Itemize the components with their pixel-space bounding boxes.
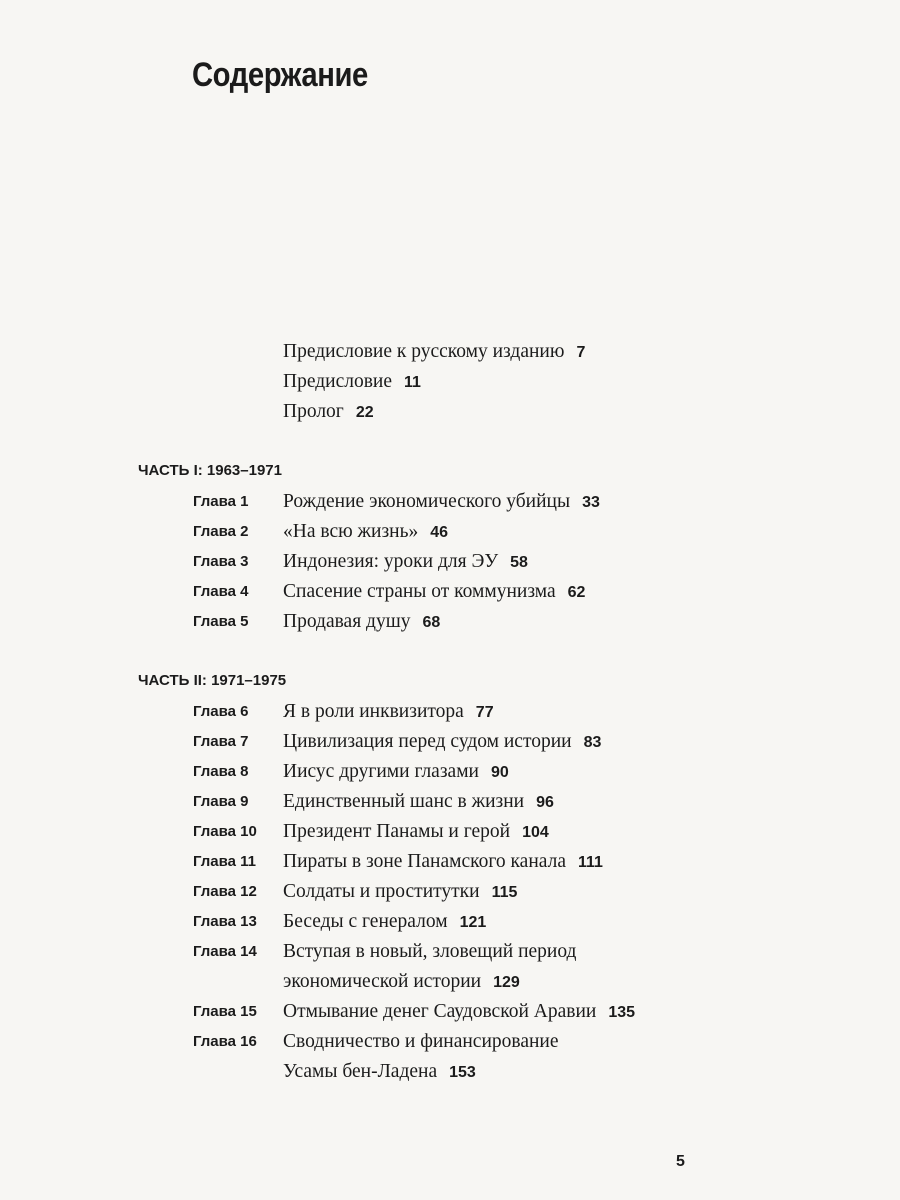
- toc-entry[interactable]: [283, 911, 486, 933]
- page-title: Содержание: [192, 56, 368, 94]
- toc-page-number: 77: [475, 704, 494, 721]
- toc-entry-title: Пролог: [283, 401, 344, 422]
- toc-page-number: 22: [355, 404, 374, 421]
- toc-page-number: 115: [491, 884, 518, 901]
- toc-entry[interactable]: [283, 1031, 559, 1053]
- toc-entry-title: Продавая душу: [283, 611, 411, 632]
- toc-entry-title: экономической истории: [283, 971, 482, 992]
- toc-entry[interactable]: [283, 821, 549, 843]
- toc-entry-title: «На всю жизнь»: [283, 521, 419, 542]
- toc-page-number: 129: [493, 974, 520, 991]
- chapter-label: Глава 16: [193, 1033, 257, 1050]
- toc-entry-title: Рождение экономического убийцы: [283, 491, 571, 512]
- toc-entry-title: Иисус другими глазами: [283, 761, 479, 782]
- toc-page-number: 96: [536, 794, 554, 811]
- toc-page-number: 135: [608, 1004, 636, 1021]
- chapter-label: Глава 5: [193, 613, 249, 630]
- toc-page-number: 7: [576, 344, 586, 361]
- toc-entry[interactable]: [283, 851, 603, 873]
- chapter-label: Глава 2: [193, 523, 249, 540]
- toc-entry[interactable]: [283, 791, 554, 813]
- toc-entry-title: Предисловие к русскому изданию: [283, 341, 565, 362]
- toc-entry[interactable]: [283, 881, 517, 903]
- chapter-label: Глава 8: [193, 763, 249, 780]
- toc-entry-title: Усамы бен-Ладена: [283, 1061, 438, 1082]
- toc-entry-continuation[interactable]: [283, 971, 520, 993]
- toc-entry-title: Я в роли инквизитора: [283, 701, 464, 722]
- toc-page-number: 121: [459, 914, 487, 931]
- part-heading: ЧАСТЬ I: 1963–1971: [138, 462, 282, 479]
- toc-entry[interactable]: [283, 611, 440, 633]
- toc-page-number: 104: [522, 824, 549, 841]
- toc-page-number: 46: [430, 524, 449, 541]
- toc-entry[interactable]: [283, 941, 576, 963]
- toc-entry-title: Солдаты и проститутки: [283, 881, 480, 902]
- toc-page-number: 111: [577, 854, 603, 871]
- toc-entry-title: Единственный шанс в жизни: [283, 791, 525, 812]
- toc-page-number: 11: [404, 374, 421, 391]
- toc-page-number: 90: [490, 764, 509, 781]
- toc-entry-title: Вступая в новый, зловещий период: [283, 941, 577, 962]
- toc-entry[interactable]: [283, 371, 421, 393]
- toc-entry-title: Пираты в зоне Панамского канала: [283, 851, 566, 872]
- toc-entry-title: Цивилизация перед судом истории: [283, 731, 572, 752]
- toc-entry[interactable]: [283, 1001, 635, 1023]
- toc-entry[interactable]: [283, 491, 600, 513]
- chapter-label: Глава 10: [193, 823, 257, 840]
- toc-page-number: 62: [567, 584, 586, 601]
- chapter-label: Глава 9: [193, 793, 249, 810]
- page-number: 5: [676, 1153, 685, 1170]
- toc-entry[interactable]: [283, 701, 494, 723]
- toc-entry-title: Спасение страны от коммунизма: [283, 581, 556, 602]
- chapter-label: Глава 6: [193, 703, 249, 720]
- chapter-label: Глава 3: [193, 553, 249, 570]
- toc-page-number: 83: [583, 734, 602, 751]
- chapter-label: Глава 1: [193, 493, 249, 510]
- chapter-label: Глава 13: [193, 913, 257, 930]
- toc-entry[interactable]: [283, 551, 528, 573]
- chapter-label: Глава 4: [193, 583, 249, 600]
- chapter-label: Глава 14: [193, 943, 257, 960]
- toc-entry[interactable]: [283, 731, 601, 753]
- toc-page-number: 33: [582, 494, 600, 511]
- toc-entry-continuation[interactable]: [283, 1061, 476, 1083]
- toc-entry[interactable]: [283, 581, 585, 603]
- chapter-label: Глава 15: [193, 1003, 257, 1020]
- toc-entry[interactable]: [283, 401, 374, 423]
- toc-entry[interactable]: [283, 761, 509, 783]
- toc-entry-title: Президент Панамы и герой: [283, 821, 511, 842]
- toc-entry[interactable]: [283, 341, 585, 363]
- toc-entry-title: Беседы с генералом: [283, 911, 448, 932]
- toc-page-number: 68: [422, 614, 441, 631]
- chapter-label: Глава 12: [193, 883, 257, 900]
- chapter-label: Глава 11: [193, 853, 257, 870]
- toc-page-number: 58: [510, 554, 528, 571]
- part-heading: ЧАСТЬ II: 1971–1975: [138, 672, 287, 689]
- toc-entry-title: Отмывание денег Саудовской Аравии: [283, 1001, 597, 1022]
- toc-entry-title: Индонезия: уроки для ЭУ: [283, 551, 499, 572]
- toc-entry[interactable]: [283, 521, 448, 543]
- toc-entry-title: Сводничество и финансирование: [283, 1031, 559, 1052]
- toc-page-number: 153: [449, 1064, 476, 1081]
- chapter-label: Глава 7: [193, 733, 249, 750]
- toc-entry-title: Предисловие: [283, 371, 393, 392]
